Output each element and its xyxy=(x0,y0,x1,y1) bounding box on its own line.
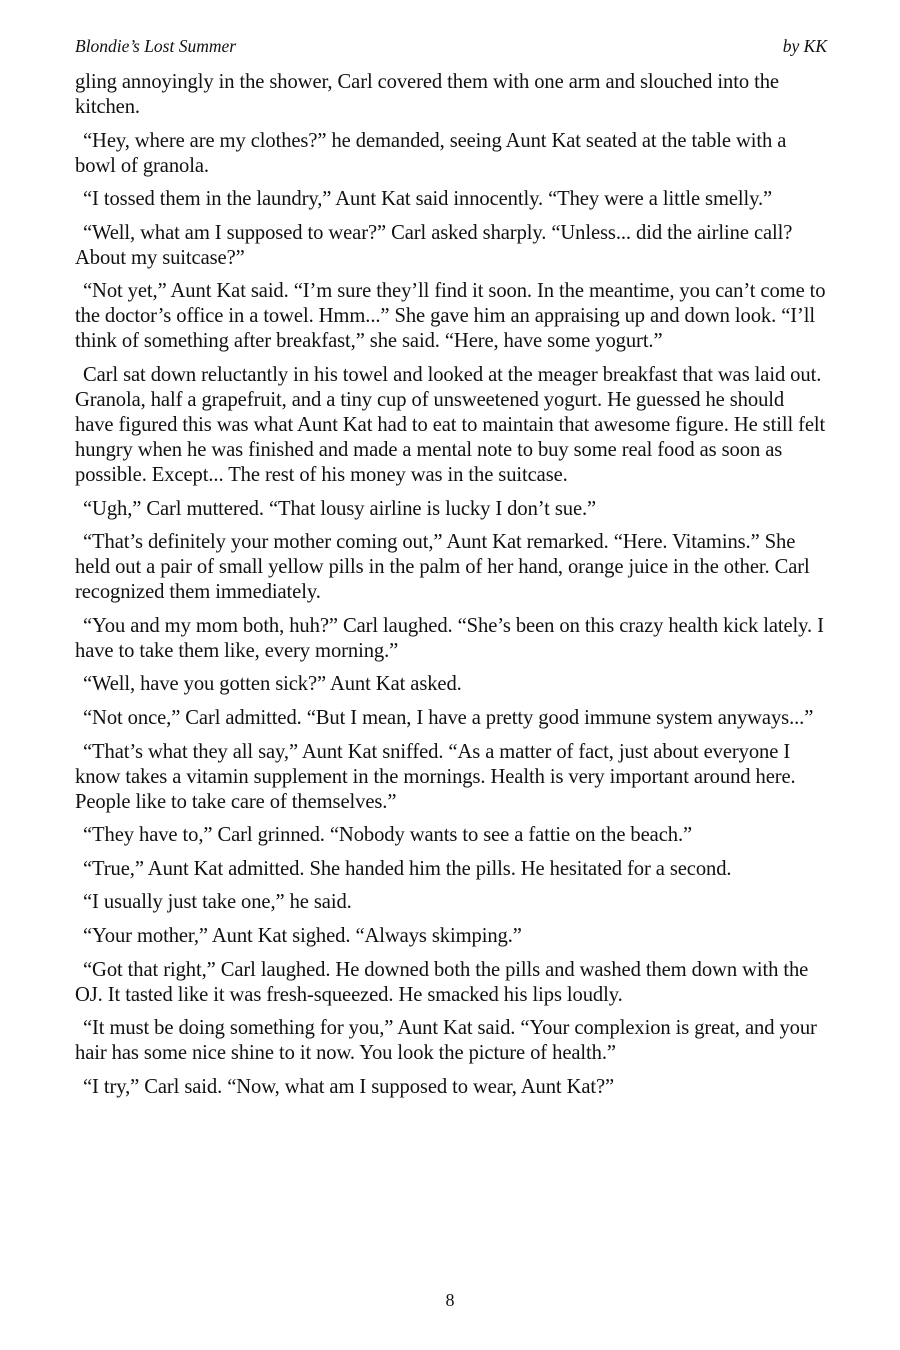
book-page xyxy=(75,34,827,1108)
paragraph: “Hey, where are my clothes?” he demanded, seeing Aunt Kat seated at the table with a bowl of granola. xyxy=(75,129,787,177)
paragraph: “Well, have you gotten sick?” Aunt Kat asked. xyxy=(83,673,462,696)
paragraph: “That’s definitely your mother coming out,” Aunt Kat remarked. “Here. Vitamins.” She held out a pair of small yellow pills in the palm of her hand, orange juice in the other. Carl recognized them immediately. xyxy=(75,531,810,604)
paragraph: “It must be doing something for you,” Aunt Kat said. “Your complexion is great, and your hair has some nice shine to it now. You look the picture of health.” xyxy=(75,1017,817,1065)
paragraph: “Got that right,” Carl laughed. He downed both the pills and washed them down with the OJ. It tasted like it was fresh-squeezed. He smacked his lips loudly. xyxy=(75,958,809,1006)
book-title: Blondie’s Lost Summer xyxy=(75,36,237,56)
page-number: 8 xyxy=(445,1290,455,1310)
paragraph: “I try,” Carl said. “Now, what am I supposed to wear, Aunt Kat?” xyxy=(83,1075,615,1098)
paragraph: “Your mother,” Aunt Kat sighed. “Always skimping.” xyxy=(83,924,522,947)
paragraph: “True,” Aunt Kat admitted. She handed him the pills. He hesitated for a second. xyxy=(83,857,732,880)
paragraph: “Well, what am I supposed to wear?” Carl asked sharply. “Unless... did the airline call? About my suitcase?” xyxy=(75,221,793,269)
paragraph: “Not once,” Carl admitted. “But I mean, I have a pretty good immune system anyways...” xyxy=(83,706,814,729)
paragraph: “Not yet,” Aunt Kat said. “I’m sure they’ll find it soon. In the meantime, you can’t come to the doctor’s office in a towel. Hmm...” She gave him an appraising up and down look. “I’ll think of something after breakfast,” she said. “Here, have some yogurt.” xyxy=(75,280,826,353)
paragraph: “They have to,” Carl grinned. “Nobody wants to see a fattie on the beach.” xyxy=(83,824,693,847)
author-credit: by KK xyxy=(782,36,827,56)
paragraph: gling annoyingly in the shower, Carl covered them with one arm and slouched into the kitchen. xyxy=(75,71,779,118)
paragraph: “That’s what they all say,” Aunt Kat sniffed. “As a matter of fact, just about everyone I know takes a vitamin supplement in the mornings. Health is very important around here. People like to take care of themselves.” xyxy=(75,740,796,813)
paragraph: “I usually just take one,” he said. xyxy=(83,891,352,914)
running-header xyxy=(75,34,827,58)
body-text xyxy=(75,70,827,1100)
paragraph: “I tossed them in the laundry,” Aunt Kat said innocently. “They were a little smelly.” xyxy=(83,188,773,211)
paragraph: “You and my mom both, huh?” Carl laughed. “She’s been on this crazy health kick lately. I have to take them like, every morning.” xyxy=(75,614,824,662)
paragraph: Carl sat down reluctantly in his towel and looked at the meager breakfast that was laid out. Granola, half a grapefruit, and a tiny cup of unsweetened yogurt. He guessed he should have figured this was what Aunt Kat had to eat to maintain that awesome figure. He still felt hungry when he was finished and made a mental note to buy some real food as soon as possible. Except... The rest of his money was in the suitcase. xyxy=(75,363,826,486)
paragraph: “Ugh,” Carl muttered. “That lousy airline is lucky I don’t sue.” xyxy=(83,497,597,520)
